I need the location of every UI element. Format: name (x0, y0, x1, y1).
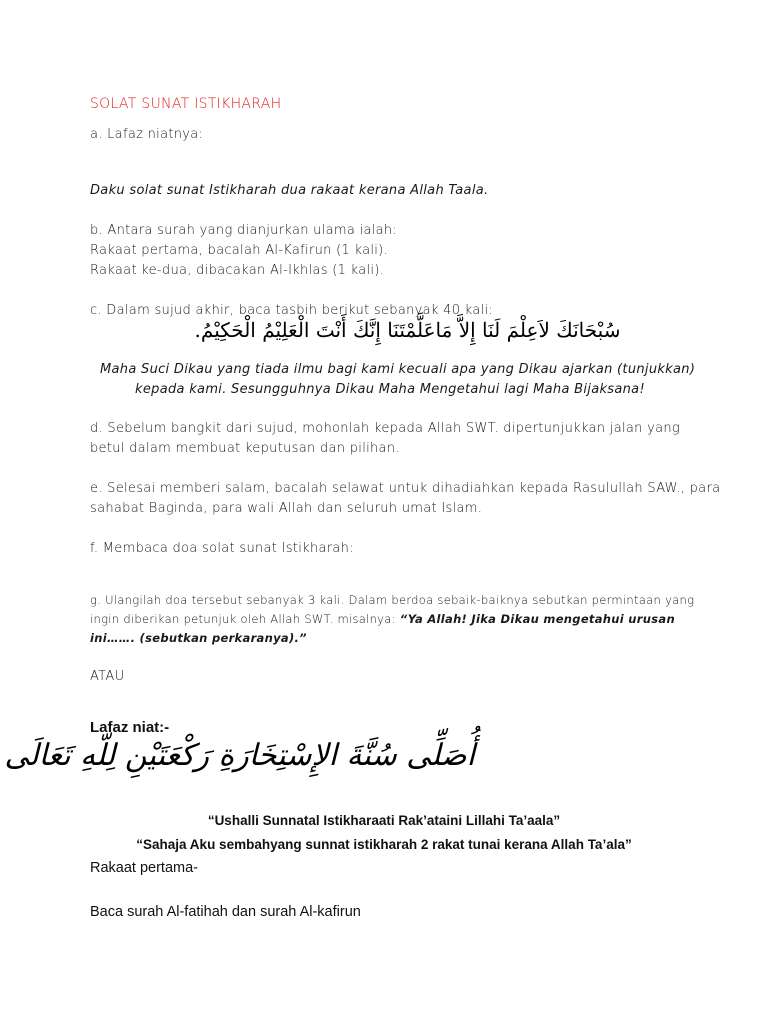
item-b-line1: b. Antara surah yang dianjurkan ulama ialah: (90, 223, 398, 238)
lafaz-niat-arabic: أُصَلِّى سُنَّةَ الإِسْتِخَارَةِ رَكْعَتَيْنِ لِلّهِ تَعَالَى (4, 738, 475, 773)
item-b-line3: Rakaat ke-dua, dibacakan Al-Ikhlas (1 kali). (90, 263, 385, 278)
page-title: SOLAT SUNAT ISTIKHARAH (90, 96, 282, 112)
item-g-example: “Ya Allah! Jika Dikau mengetahui urusan (399, 612, 675, 626)
item-g-line3: ini……. (sebutkan perkaranya).” (90, 631, 307, 645)
item-e-line2: sahabat Baginda, para wali Allah dan seluruh umat Islam. (90, 501, 483, 516)
item-d-line1: d. Sebelum bangkit dari sujud, mohonlah kepada Allah SWT. dipertunjukkan jalan yang (90, 421, 681, 436)
item-b-line2: Rakaat pertama, bacalah Al-Kafirun (1 kali). (90, 243, 388, 258)
item-c-label: c. Dalam sujud akhir, baca tasbih berikut sebanyak 40 kali: (90, 303, 494, 318)
niat-text: Daku solat sunat Istikharah dua rakaat kerana Allah Taala. (90, 183, 489, 198)
tasbih-meaning-line2: kepada kami. Sesungguhnya Dikau Maha Mengetahui lagi Maha Bijaksana! (135, 382, 645, 397)
item-g-line1: g. Ulangilah doa tersebut sebanyak 3 kali. Dalam berdoa sebaik-baiknya sebutkan permintaan yang (90, 593, 695, 607)
item-e-line1: e. Selesai memberi salam, bacalah selawat untuk dihadiahkan kepada Rasulullah SAW., para (90, 481, 721, 496)
rakaat-pertama-heading: Rakaat pertama- (90, 860, 198, 876)
baca-surah-text: Baca surah Al-fatihah dan surah Al-kafirun (90, 904, 361, 920)
atau-text: ATAU (90, 669, 125, 684)
item-d-line2: betul dalam membuat keputusan dan pilihan. (90, 441, 400, 456)
tasbih-arabic: سُبْحَانَكَ لاَعِلْمَ لَنَا إِلاَّ مَاعَلَّمْتَنَا إِنَّكَ أَنْتَ الْعَلِيْمُ الْحَكِيْمُ. (194, 318, 621, 342)
item-a-label: a. Lafaz niatnya: (90, 127, 204, 142)
item-f-label: f. Membaca doa solat sunat Istikharah: (90, 541, 354, 556)
niat-transliteration: “Ushalli Sunnatal Istikharaati Rak’ataini Lillahi Ta’aala” (207, 813, 561, 828)
item-g-plain: ingin diberikan petunjuk oleh Allah SWT. misalnya: (90, 612, 400, 626)
tasbih-meaning-line1: Maha Suci Dikau yang tiada ilmu bagi kami kecuali apa yang Dikau ajarkan (tunjukkan) (100, 362, 696, 377)
item-g-line2 (90, 612, 675, 626)
lafaz-niat-heading: Lafaz niat:- (90, 719, 170, 736)
niat-malay-translation: “Sahaja Aku sembahyang sunnat istikharah 2 rakat tunai kerana Allah Ta’ala” (136, 837, 632, 852)
